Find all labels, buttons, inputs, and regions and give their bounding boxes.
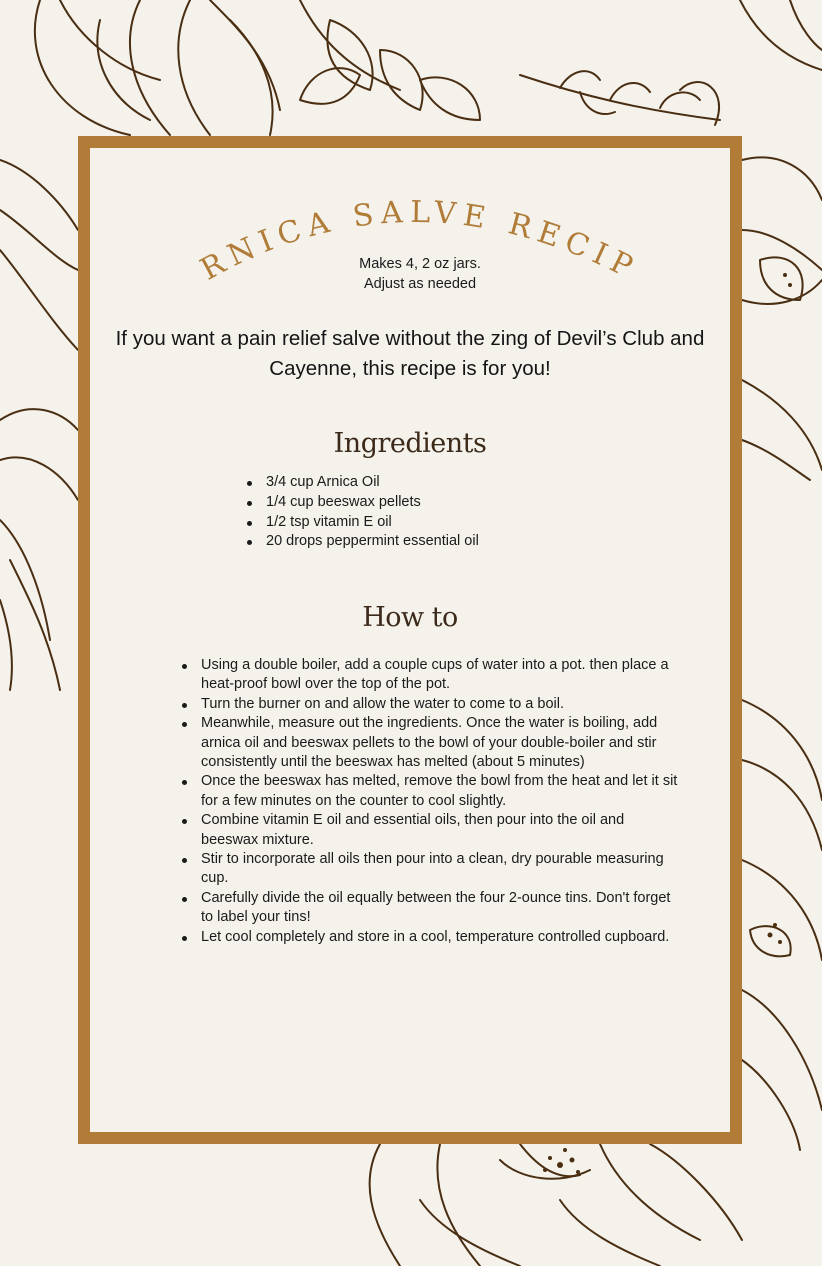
recipe-title-text: ARNICA SALVE RECIPE: [75, 121, 645, 288]
list-item: Let cool completely and store in a cool, temperature controlled cupboard.: [180, 928, 680, 947]
list-item: Using a double boiler, add a couple cups of water into a pot. then place a heat-proof bowl over the top of the pot.: [180, 656, 680, 695]
recipe-title: [75, 121, 754, 448]
yield-line-1: Makes 4, 2 oz jars.: [359, 256, 481, 272]
list-item: Stir to incorporate all oils then pour into a clean, dry pourable measuring cup.: [180, 850, 680, 889]
ingredients-list: [245, 473, 645, 552]
list-item: 1/2 tsp vitamin E oil: [245, 513, 645, 533]
list-item: Meanwhile, measure out the ingredients. Once the water is boiling, add arnica oil and beeswax pellets to the bowl of your double-boiler and stir consistently until the beeswax has melted (about 5 minutes): [180, 714, 680, 772]
recipe-card: [75, 121, 742, 1144]
list-item: Combine vitamin E oil and essential oils, then pour into the oil and beeswax mixture.: [180, 811, 680, 850]
list-item: Carefully divide the oil equally between the four 2-ounce tins. Don't forget to label your tins!: [180, 889, 680, 928]
intro-text: If you want a pain relief salve without the zing of Devil’s Club and Cayenne, this recipe is for you!: [115, 327, 705, 380]
list-item: 1/4 cup beeswax pellets: [245, 493, 645, 513]
steps-list: [180, 656, 680, 947]
list-item: 20 drops peppermint essential oil: [245, 532, 645, 552]
list-item: 3/4 cup Arnica Oil: [245, 473, 645, 493]
yield-note: [90, 254, 730, 294]
list-item: Turn the burner on and allow the water to come to a boil.: [180, 695, 680, 714]
how-to-heading: How to: [362, 602, 458, 633]
yield-line-2: Adjust as needed: [363, 276, 477, 292]
ingredients-heading: Ingredients: [333, 428, 487, 459]
list-item: Once the beeswax has melted, remove the bowl from the heat and let it sit for a few minutes on the counter to cool slightly.: [180, 772, 680, 811]
